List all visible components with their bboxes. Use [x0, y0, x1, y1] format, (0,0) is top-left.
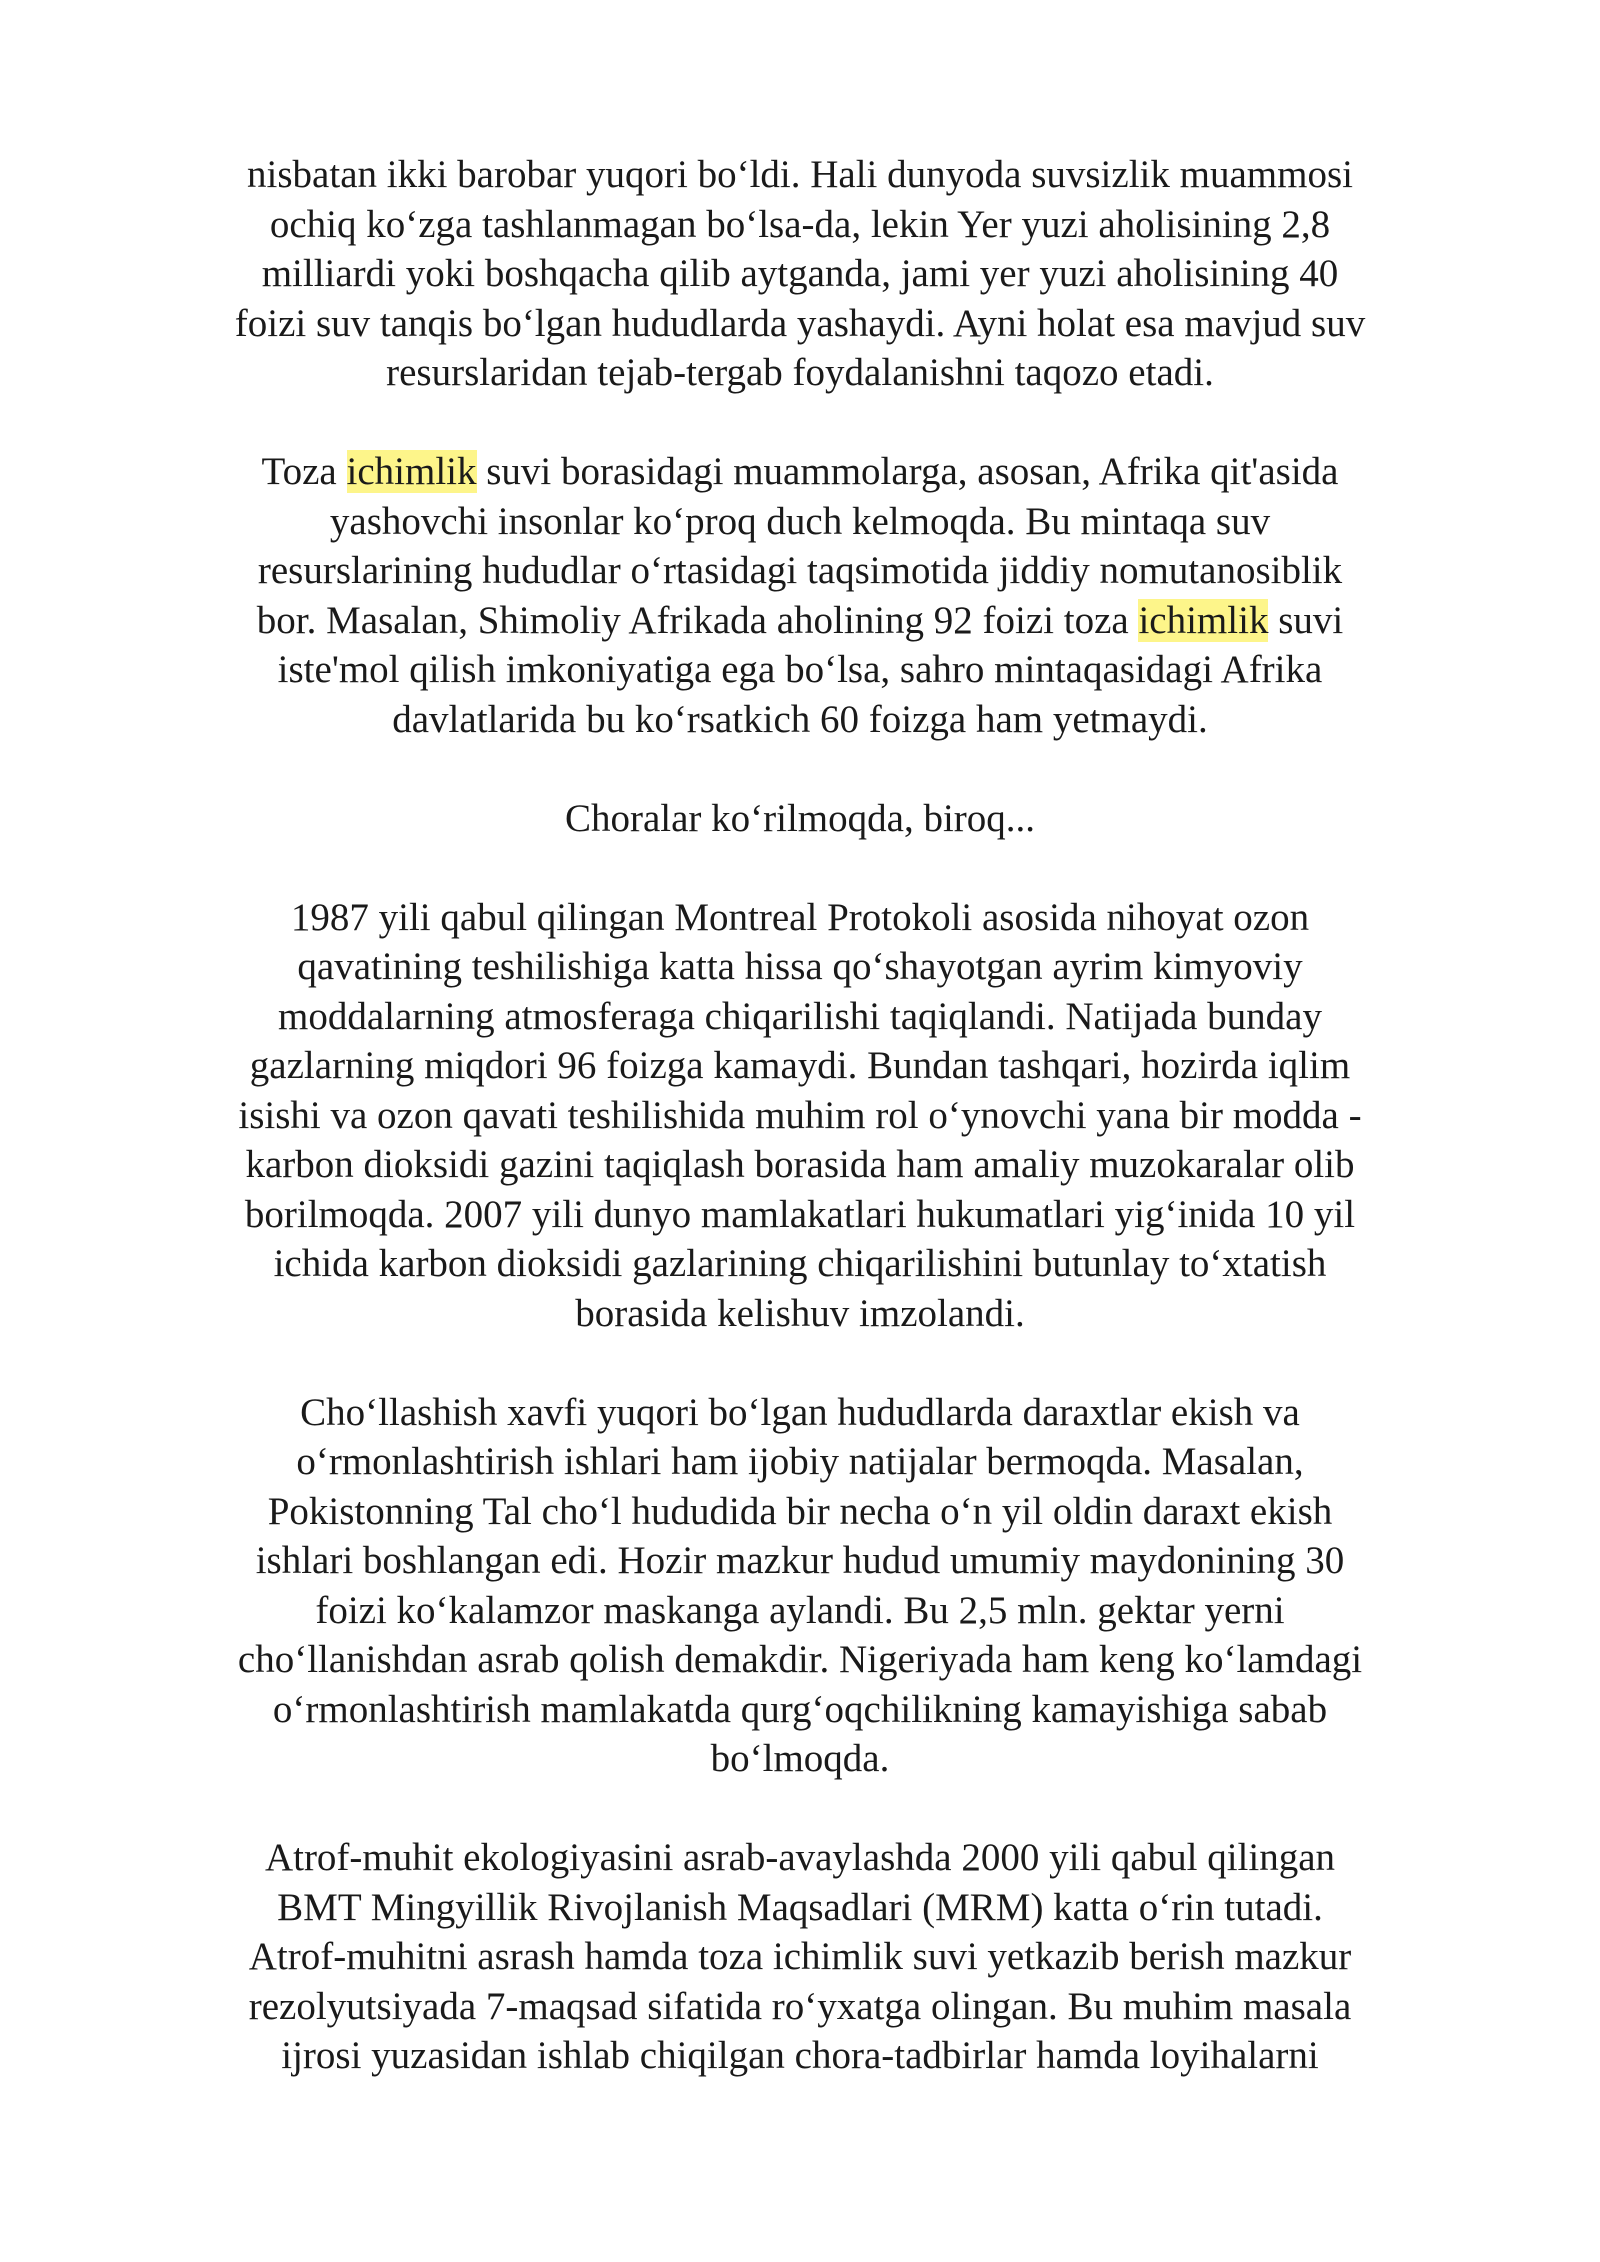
text-line: Pokistonning Tal cho‘l hududida bir necha o‘n yil oldin daraxt ekish — [267, 1489, 1333, 1533]
text-line: ijrosi yuzasidan ishlab chiqilgan chora-tadbirlar hamda loyihalarni — [281, 2034, 1319, 2077]
text-segment: Toza — [261, 450, 347, 493]
paragraph — [210, 893, 1390, 1339]
text-line: ishlari boshlangan edi. Hozir mazkur hudud umumiy maydonining 30 — [255, 1539, 1345, 1582]
text-line: karbon dioksidi gazini taqiqlash borasida ham amaliy muzokaralar olib — [245, 1143, 1355, 1186]
text-line: iste'mol qilish imkoniyatiga ega bo‘lsa, sahro mintaqasidagi Afrika — [277, 648, 1323, 691]
text-line: 1987 yili qabul qilingan Montreal Protokoli asosida nihoyat ozon — [290, 895, 1310, 939]
text-line: qavatining teshilishiga katta hissa qo‘shayotgan ayrim kimyoviy — [297, 945, 1303, 988]
highlighted-word: ichimlik — [1138, 598, 1269, 642]
text-line — [210, 447, 1390, 497]
text-line: Atrof-muhit ekologiyasini asrab-avaylashda 2000 yili qabul qilingan — [264, 1836, 1336, 1879]
text-line: Atrof-muhitni asrash hamda toza ichimlik suvi yetkazib berish mazkur — [248, 1935, 1352, 1978]
text-line: isishi va ozon qavati teshilishida muhim rol o‘ynovchi yana bir modda - — [238, 1093, 1362, 1137]
paragraph — [210, 447, 1390, 744]
text-segment: suvi — [1268, 598, 1344, 642]
text-line: ochiq ko‘zga tashlanmagan bo‘lsa-da, lekin Yer yuzi aholisining 2,8 — [269, 202, 1331, 246]
text-line — [210, 596, 1390, 646]
document-page — [210, 150, 1390, 2130]
text-line: resurslarining hududlar o‘rtasidagi taqsimotida jiddiy nomutanosiblik — [257, 549, 1343, 592]
section-heading — [210, 794, 1390, 844]
text-segment: bor. Masalan, Shimoliy Afrikada aholining 92 foizi toza — [256, 598, 1139, 642]
text-line: Choralar ko‘rilmoqda, biroq... — [564, 796, 1036, 840]
text-line: o‘rmonlashtirish ishlari ham ijobiy natijalar bermoqda. Masalan, — [296, 1440, 1304, 1483]
text-line: foizi ko‘kalamzor maskanga aylandi. Bu 2,5 mln. gektar yerni — [315, 1588, 1285, 1632]
text-line: nisbatan ikki barobar yuqori bo‘ldi. Hali dunyoda suvsizlik muammosi — [247, 153, 1353, 196]
text-line: rezolyutsiyada 7-maqsad sifatida ro‘yxatga olingan. Bu muhim masala — [248, 1984, 1352, 2028]
text-line: borasida kelishuv imzolandi. — [575, 1291, 1025, 1335]
text-line: o‘rmonlashtirish mamlakatda qurg‘oqchilikning kamayishiga sabab — [272, 1687, 1328, 1731]
text-line: resurslaridan tejab-tergab foydalanishni taqozo etadi. — [386, 351, 1214, 394]
text-line: milliardi yoki boshqacha qilib aytganda, jami yer yuzi aholisining 40 — [261, 252, 1339, 295]
text-segment: suvi borasidagi muammolarga, asosan, Afrika qit'asida — [476, 450, 1339, 493]
text-line: davlatlarida bu ko‘rsatkich 60 foizga ham yetmaydi. — [392, 697, 1208, 741]
highlighted-word: ichimlik — [346, 450, 477, 493]
text-line: foizi suv tanqis bo‘lgan hududlarda yashaydi. Ayni holat esa mavjud suv — [234, 301, 1366, 345]
text-line: BMT Mingyillik Rivojlanish Maqsadlari (MRM) katta o‘rin tutadi. — [277, 1885, 1323, 1929]
text-line: bo‘lmoqda. — [710, 1737, 890, 1780]
paragraph — [210, 1833, 1390, 2081]
text-line: cho‘llanishdan asrab qolish demakdir. Nigeriyada ham keng ko‘lamdagi — [237, 1638, 1363, 1681]
text-line: moddalarning atmosferaga chiqarilishi taqiqlandi. Natijada bunday — [277, 994, 1322, 1038]
text-line: Cho‘llashish xavfi yuqori bo‘lgan hududlarda daraxtlar ekish va — [300, 1390, 1300, 1434]
text-line: borilmoqda. 2007 yili dunyo mamlakatlari hukumatlari yig‘inida 10 yil — [244, 1192, 1356, 1236]
text-line: ichida karbon dioksidi gazlarining chiqarilishini butunlay to‘xtatish — [273, 1242, 1327, 1285]
text-line: yashovchi insonlar ko‘proq duch kelmoqda. Bu mintaqa suv — [329, 499, 1271, 543]
text-line: gazlarning miqdori 96 foizga kamaydi. Bundan tashqari, hozirda iqlim — [249, 1044, 1351, 1087]
paragraph — [210, 150, 1390, 398]
paragraph — [210, 1388, 1390, 1784]
